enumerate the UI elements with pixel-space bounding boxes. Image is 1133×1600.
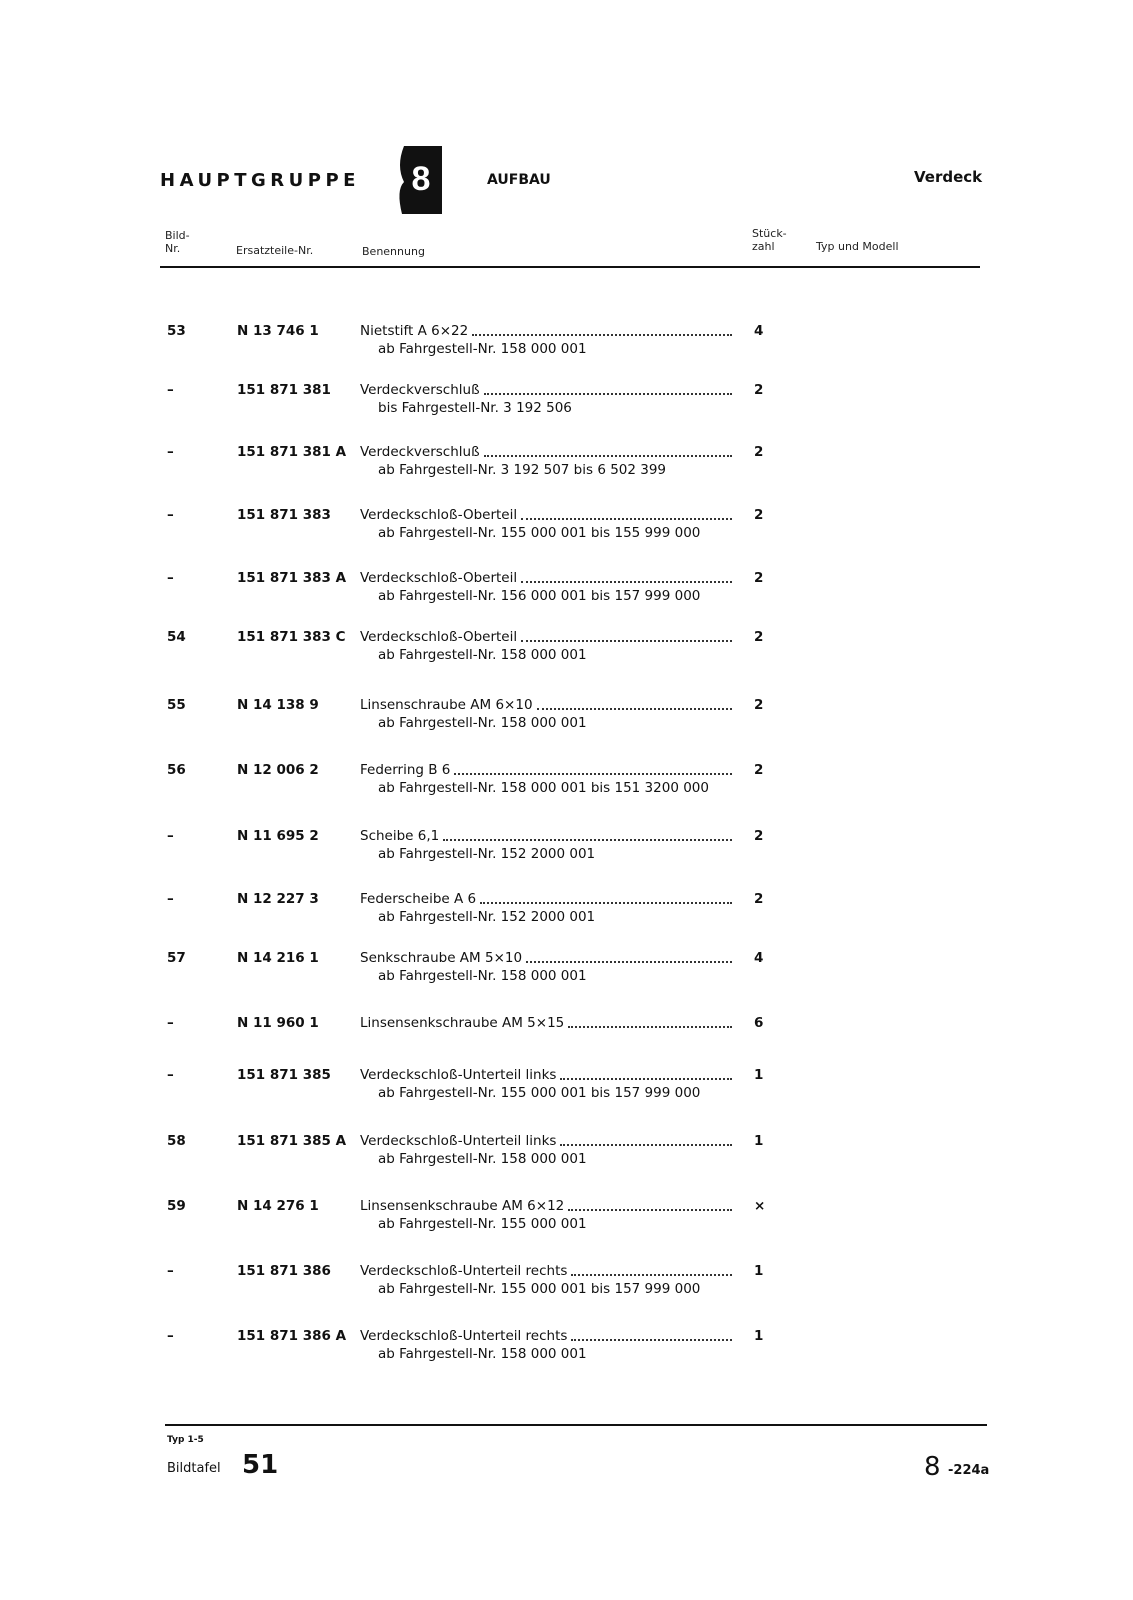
- table-row: [0, 569, 1133, 619]
- part-name: Verdeckschloß-Oberteil: [360, 629, 518, 645]
- description-line: [360, 696, 732, 714]
- quantity: 2: [754, 570, 764, 586]
- chassis-note: ab Fahrgestell-Nr. 158 000 001: [378, 968, 587, 984]
- chassis-note: ab Fahrgestell-Nr. 152 2000 001: [378, 909, 596, 925]
- quantity: 2: [754, 444, 764, 460]
- quantity: 4: [754, 323, 764, 339]
- col-benennung: Benennung: [362, 245, 425, 258]
- chassis-note: ab Fahrgestell-Nr. 156 000 001 bis 157 999 000: [378, 588, 701, 604]
- table-row: [0, 628, 1133, 678]
- part-name: Verdeckschloß-Oberteil: [360, 570, 518, 586]
- table-row: [0, 827, 1133, 877]
- part-name: Scheibe 6,1: [360, 828, 440, 844]
- typ-label: Typ 1-5: [167, 1435, 204, 1445]
- part-name: Federscheibe A 6: [360, 891, 477, 907]
- bild-nr: 54: [167, 629, 186, 645]
- part-name: Verdeckschloß-Oberteil: [360, 507, 518, 523]
- bild-nr: 53: [167, 323, 186, 339]
- part-number: N 11 960 1: [237, 1015, 319, 1031]
- description-line: [360, 1262, 732, 1280]
- leader-dots: [480, 888, 732, 904]
- part-number: N 14 138 9: [237, 697, 319, 713]
- quantity: 2: [754, 507, 764, 523]
- quantity: 2: [754, 828, 764, 844]
- description-line: [360, 1132, 732, 1150]
- description-line: [360, 1197, 732, 1215]
- bildtafel-number: 51: [242, 1450, 279, 1480]
- quantity: 4: [754, 950, 764, 966]
- leader-dots: [560, 1064, 732, 1080]
- quantity: 2: [754, 762, 764, 778]
- part-number: N 14 216 1: [237, 950, 319, 966]
- description-line: [360, 827, 732, 845]
- part-number: N 13 746 1: [237, 323, 319, 339]
- table-row: [0, 949, 1133, 999]
- part-name: Linsenschraube AM 6×10: [360, 697, 533, 713]
- bild-nr: –: [167, 382, 174, 398]
- table-row: [0, 1262, 1133, 1312]
- bild-nr: –: [167, 828, 174, 844]
- chassis-note: ab Fahrgestell-Nr. 158 000 001 bis 151 3200 000: [378, 780, 709, 796]
- description-line: [360, 443, 732, 461]
- part-number: 151 871 381 A: [237, 444, 347, 460]
- quantity: ×: [754, 1198, 766, 1214]
- section-title: Verdeck: [914, 168, 983, 186]
- description-line: [360, 1066, 732, 1084]
- part-number: N 14 276 1: [237, 1198, 319, 1214]
- bild-nr: –: [167, 1067, 174, 1083]
- chassis-note: ab Fahrgestell-Nr. 158 000 001: [378, 647, 587, 663]
- leader-dots: [454, 759, 732, 775]
- leader-dots: [521, 626, 732, 642]
- part-name: Linsensenkschraube AM 5×15: [360, 1015, 565, 1031]
- table-row: [0, 443, 1133, 493]
- description-line: [360, 322, 732, 340]
- quantity: 1: [754, 1133, 764, 1149]
- quantity: 2: [754, 629, 764, 645]
- part-number: 151 871 381: [237, 382, 331, 398]
- bild-nr: 58: [167, 1133, 186, 1149]
- col-typ-modell: Typ und Modell: [816, 240, 899, 253]
- bild-nr: –: [167, 1263, 174, 1279]
- leader-dots: [472, 320, 732, 336]
- bild-nr: –: [167, 507, 174, 523]
- chassis-note: ab Fahrgestell-Nr. 158 000 001: [378, 1151, 587, 1167]
- chassis-note: ab Fahrgestell-Nr. 155 000 001 bis 155 999 000: [378, 525, 701, 541]
- part-number: N 12 006 2: [237, 762, 319, 778]
- part-name: Verdeckschloß-Unterteil rechts: [360, 1328, 568, 1344]
- table-row: [0, 1327, 1133, 1377]
- description-line: [360, 381, 732, 399]
- description-line: [360, 506, 732, 524]
- page-number: 8: [924, 1452, 941, 1482]
- part-number: 151 871 383: [237, 507, 331, 523]
- description-line: [360, 628, 732, 646]
- bild-nr: –: [167, 444, 174, 460]
- part-number: 151 871 385: [237, 1067, 331, 1083]
- quantity: 6: [754, 1015, 764, 1031]
- hauptgruppe-label: HAUPTGRUPPE: [160, 170, 360, 191]
- table-row: [0, 506, 1133, 556]
- chassis-note: ab Fahrgestell-Nr. 152 2000 001: [378, 846, 596, 862]
- part-name: Verdeckverschluß: [360, 444, 480, 460]
- leader-dots: [443, 825, 732, 841]
- quantity: 1: [754, 1263, 764, 1279]
- bild-nr: 55: [167, 697, 186, 713]
- bild-nr: 59: [167, 1198, 186, 1214]
- part-number: 151 871 386 A: [237, 1328, 347, 1344]
- description-line: [360, 761, 732, 779]
- bildtafel-label: Bildtafel: [167, 1461, 221, 1476]
- bild-nr: 57: [167, 950, 186, 966]
- leader-dots: [571, 1325, 732, 1341]
- table-row: [0, 1066, 1133, 1116]
- part-number: N 11 695 2: [237, 828, 319, 844]
- group-number: 8: [411, 160, 431, 198]
- description-line: [360, 890, 732, 908]
- leader-dots: [568, 1012, 732, 1028]
- col-stueckzahl: Stück- zahl: [752, 227, 787, 253]
- leader-dots: [537, 694, 732, 710]
- chassis-note: bis Fahrgestell-Nr. 3 192 506: [378, 400, 572, 416]
- part-number: 151 871 385 A: [237, 1133, 347, 1149]
- leader-dots: [521, 504, 732, 520]
- leader-dots: [526, 947, 732, 963]
- part-name: Federring B 6: [360, 762, 451, 778]
- description-line: [360, 569, 732, 587]
- chassis-note: ab Fahrgestell-Nr. 158 000 001: [378, 1346, 587, 1362]
- leader-dots: [568, 1195, 732, 1211]
- bild-nr: –: [167, 1015, 174, 1031]
- part-number: 151 871 383 C: [237, 629, 346, 645]
- footer-rule: [165, 1424, 987, 1426]
- bild-nr: –: [167, 891, 174, 907]
- description-line: [360, 1327, 732, 1345]
- table-row: [0, 1197, 1133, 1247]
- chassis-note: ab Fahrgestell-Nr. 3 192 507 bis 6 502 399: [378, 462, 667, 478]
- quantity: 2: [754, 382, 764, 398]
- part-number: 151 871 386: [237, 1263, 331, 1279]
- quantity: 2: [754, 697, 764, 713]
- bild-nr: 56: [167, 762, 186, 778]
- part-name: Linsensenkschraube AM 6×12: [360, 1198, 565, 1214]
- quantity: 1: [754, 1328, 764, 1344]
- part-name: Nietstift A 6×22: [360, 323, 469, 339]
- table-row: [0, 322, 1133, 372]
- table-row: [0, 1014, 1133, 1064]
- chassis-note: ab Fahrgestell-Nr. 155 000 001 bis 157 999 000: [378, 1085, 701, 1101]
- table-row: [0, 696, 1133, 746]
- col-ersatzteile-nr: Ersatzteile-Nr.: [236, 244, 314, 257]
- chassis-note: ab Fahrgestell-Nr. 158 000 001: [378, 341, 587, 357]
- table-row: [0, 381, 1133, 431]
- leader-dots: [571, 1260, 732, 1276]
- table-row: [0, 761, 1133, 811]
- table-row: [0, 890, 1133, 940]
- page-suffix: -224a: [948, 1463, 990, 1478]
- leader-dots: [484, 379, 732, 395]
- description-line: [360, 949, 732, 967]
- chassis-note: ab Fahrgestell-Nr. 158 000 001: [378, 715, 587, 731]
- bild-nr: –: [167, 570, 174, 586]
- description-line: [360, 1014, 732, 1032]
- quantity: 1: [754, 1067, 764, 1083]
- quantity: 2: [754, 891, 764, 907]
- table-row: [0, 1132, 1133, 1182]
- col-bild-nr: Bild- Nr.: [165, 229, 190, 255]
- leader-dots: [521, 567, 732, 583]
- part-name: Verdeckverschluß: [360, 382, 480, 398]
- part-name: Verdeckschloß-Unterteil links: [360, 1133, 557, 1149]
- chassis-note: ab Fahrgestell-Nr. 155 000 001 bis 157 999 000: [378, 1281, 701, 1297]
- part-name: Verdeckschloß-Unterteil rechts: [360, 1263, 568, 1279]
- part-number: N 12 227 3: [237, 891, 319, 907]
- part-name: Verdeckschloß-Unterteil links: [360, 1067, 557, 1083]
- chassis-note: ab Fahrgestell-Nr. 155 000 001: [378, 1216, 587, 1232]
- part-name: Senkschraube AM 5×10: [360, 950, 523, 966]
- bild-nr: –: [167, 1328, 174, 1344]
- group-name: AUFBAU: [487, 172, 551, 188]
- part-number: 151 871 383 A: [237, 570, 347, 586]
- leader-dots: [484, 441, 732, 457]
- leader-dots: [560, 1130, 732, 1146]
